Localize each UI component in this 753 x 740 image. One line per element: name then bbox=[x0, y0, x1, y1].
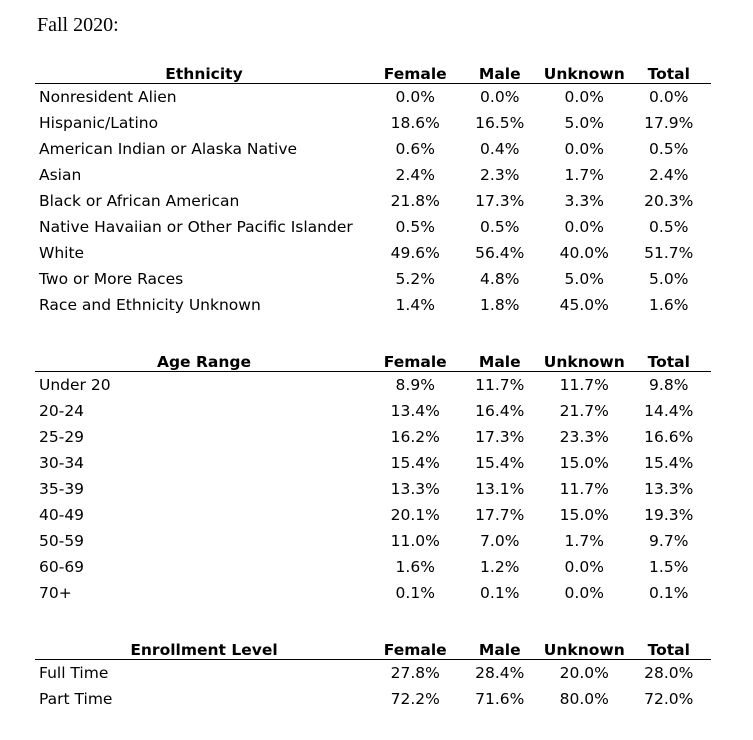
male-value: 16.5% bbox=[475, 114, 525, 132]
total-column-header: Total bbox=[627, 636, 712, 660]
female-value: 0.5% bbox=[395, 218, 435, 236]
male-value: 15.4% bbox=[475, 454, 525, 472]
female-column-header: Female bbox=[373, 348, 458, 372]
unknown-value: 0.0% bbox=[564, 218, 604, 236]
unknown-value: 15.0% bbox=[559, 454, 609, 472]
row-label: Part Time bbox=[39, 690, 113, 708]
total-value: 17.9% bbox=[644, 114, 694, 132]
age-range-table bbox=[35, 348, 711, 606]
unknown-column-header: Unknown bbox=[542, 636, 627, 660]
table-row bbox=[35, 110, 711, 136]
unknown-value: 21.7% bbox=[559, 402, 609, 420]
female-value: 11.0% bbox=[390, 532, 440, 550]
female-column-header: Female bbox=[373, 636, 458, 660]
unknown-value: 5.0% bbox=[564, 270, 604, 288]
ethnicity-header-row bbox=[35, 60, 711, 84]
total-value: 0.5% bbox=[649, 218, 689, 236]
total-column-header: Total bbox=[627, 348, 712, 372]
row-label: 35-39 bbox=[39, 480, 85, 498]
female-value: 72.2% bbox=[390, 690, 440, 708]
male-value: 0.4% bbox=[480, 140, 520, 158]
female-value: 5.2% bbox=[395, 270, 435, 288]
female-value: 1.6% bbox=[395, 558, 435, 576]
row-label: Race and Ethnicity Unknown bbox=[39, 296, 261, 314]
female-value: 27.8% bbox=[390, 664, 440, 682]
age-range-column-header: Age Range bbox=[35, 348, 373, 372]
row-label: 20-24 bbox=[39, 402, 85, 420]
row-label: 70+ bbox=[39, 584, 72, 602]
total-value: 15.4% bbox=[644, 454, 694, 472]
male-value: 13.1% bbox=[475, 480, 525, 498]
total-value: 13.3% bbox=[644, 480, 694, 498]
row-label: Native Havaiian or Other Pacific Islander bbox=[39, 218, 353, 236]
female-value: 20.1% bbox=[390, 506, 440, 524]
total-value: 19.3% bbox=[644, 506, 694, 524]
unknown-value: 23.3% bbox=[559, 428, 609, 446]
row-label: Black or African American bbox=[39, 192, 240, 210]
female-value: 16.2% bbox=[390, 428, 440, 446]
row-label: Under 20 bbox=[39, 376, 111, 394]
table-row bbox=[35, 450, 711, 476]
ethnicity-table bbox=[35, 60, 711, 318]
female-value: 8.9% bbox=[395, 376, 435, 394]
unknown-value: 5.0% bbox=[564, 114, 604, 132]
male-column-header: Male bbox=[458, 60, 543, 84]
table-row bbox=[35, 266, 711, 292]
row-label: White bbox=[39, 244, 85, 262]
row-label: Nonresident Alien bbox=[39, 88, 177, 106]
male-column-header: Male bbox=[458, 348, 543, 372]
row-label: 50-59 bbox=[39, 532, 85, 550]
male-value: 28.4% bbox=[475, 664, 525, 682]
unknown-value: 15.0% bbox=[559, 506, 609, 524]
male-value: 0.1% bbox=[480, 584, 520, 602]
unknown-value: 0.0% bbox=[564, 584, 604, 602]
male-value: 1.8% bbox=[480, 296, 520, 314]
enrollment-level-header-row bbox=[35, 636, 711, 660]
enrollment-level-table bbox=[35, 636, 711, 712]
age-range-header-row bbox=[35, 348, 711, 372]
total-value: 1.6% bbox=[649, 296, 689, 314]
unknown-value: 1.7% bbox=[564, 166, 604, 184]
row-label: 25-29 bbox=[39, 428, 85, 446]
row-label: 40-49 bbox=[39, 506, 85, 524]
table-row bbox=[35, 372, 711, 399]
female-value: 13.4% bbox=[390, 402, 440, 420]
total-value: 1.5% bbox=[649, 558, 689, 576]
male-value: 11.7% bbox=[475, 376, 525, 394]
unknown-value: 1.7% bbox=[564, 532, 604, 550]
table-row bbox=[35, 686, 711, 712]
unknown-column-header: Unknown bbox=[542, 348, 627, 372]
female-value: 2.4% bbox=[395, 166, 435, 184]
table-row bbox=[35, 162, 711, 188]
total-value: 20.3% bbox=[644, 192, 694, 210]
unknown-value: 0.0% bbox=[564, 88, 604, 106]
total-value: 9.8% bbox=[649, 376, 689, 394]
row-label: American Indian or Alaska Native bbox=[39, 140, 298, 158]
unknown-value: 11.7% bbox=[559, 376, 609, 394]
table-row bbox=[35, 660, 711, 687]
table-row bbox=[35, 84, 711, 111]
table-row bbox=[35, 476, 711, 502]
male-value: 7.0% bbox=[480, 532, 520, 550]
table-row bbox=[35, 240, 711, 266]
page-title: Fall 2020: bbox=[37, 14, 119, 36]
table-row bbox=[35, 502, 711, 528]
total-value: 9.7% bbox=[649, 532, 689, 550]
unknown-value: 3.3% bbox=[564, 192, 604, 210]
row-label: 60-69 bbox=[39, 558, 85, 576]
table-row bbox=[35, 292, 711, 318]
total-value: 28.0% bbox=[644, 664, 694, 682]
table-row bbox=[35, 554, 711, 580]
male-value: 17.3% bbox=[475, 192, 525, 210]
male-value: 0.5% bbox=[480, 218, 520, 236]
table-row bbox=[35, 528, 711, 554]
total-value: 72.0% bbox=[644, 690, 694, 708]
female-value: 21.8% bbox=[390, 192, 440, 210]
row-label: Full Time bbox=[39, 664, 109, 682]
total-value: 51.7% bbox=[644, 244, 694, 262]
total-value: 14.4% bbox=[644, 402, 694, 420]
male-value: 56.4% bbox=[475, 244, 525, 262]
table-row bbox=[35, 214, 711, 240]
male-column-header: Male bbox=[458, 636, 543, 660]
male-value: 0.0% bbox=[480, 88, 520, 106]
female-value: 0.6% bbox=[395, 140, 435, 158]
total-value: 2.4% bbox=[649, 166, 689, 184]
ethnicity-column-header: Ethnicity bbox=[35, 60, 373, 84]
total-value: 0.0% bbox=[649, 88, 689, 106]
unknown-value: 0.0% bbox=[564, 140, 604, 158]
unknown-column-header: Unknown bbox=[542, 60, 627, 84]
total-value: 16.6% bbox=[644, 428, 694, 446]
table-row bbox=[35, 136, 711, 162]
total-value: 5.0% bbox=[649, 270, 689, 288]
female-value: 15.4% bbox=[390, 454, 440, 472]
table-row bbox=[35, 398, 711, 424]
total-column-header: Total bbox=[627, 60, 712, 84]
unknown-value: 0.0% bbox=[564, 558, 604, 576]
male-value: 16.4% bbox=[475, 402, 525, 420]
female-value: 13.3% bbox=[390, 480, 440, 498]
unknown-value: 11.7% bbox=[559, 480, 609, 498]
table-row bbox=[35, 424, 711, 450]
female-value: 0.1% bbox=[395, 584, 435, 602]
male-value: 2.3% bbox=[480, 166, 520, 184]
table-row bbox=[35, 580, 711, 606]
unknown-value: 40.0% bbox=[559, 244, 609, 262]
female-value: 1.4% bbox=[395, 296, 435, 314]
female-value: 0.0% bbox=[395, 88, 435, 106]
row-label: Asian bbox=[39, 166, 82, 184]
total-value: 0.1% bbox=[649, 584, 689, 602]
female-column-header: Female bbox=[373, 60, 458, 84]
male-value: 17.7% bbox=[475, 506, 525, 524]
male-value: 1.2% bbox=[480, 558, 520, 576]
table-row bbox=[35, 188, 711, 214]
female-value: 49.6% bbox=[390, 244, 440, 262]
enrollment-level-column-header: Enrollment Level bbox=[35, 636, 373, 660]
unknown-value: 20.0% bbox=[559, 664, 609, 682]
male-value: 17.3% bbox=[475, 428, 525, 446]
female-value: 18.6% bbox=[390, 114, 440, 132]
total-value: 0.5% bbox=[649, 140, 689, 158]
male-value: 71.6% bbox=[475, 690, 525, 708]
unknown-value: 45.0% bbox=[559, 296, 609, 314]
row-label: Two or More Races bbox=[39, 270, 184, 288]
row-label: 30-34 bbox=[39, 454, 85, 472]
male-value: 4.8% bbox=[480, 270, 520, 288]
unknown-value: 80.0% bbox=[559, 690, 609, 708]
row-label: Hispanic/Latino bbox=[39, 114, 159, 132]
